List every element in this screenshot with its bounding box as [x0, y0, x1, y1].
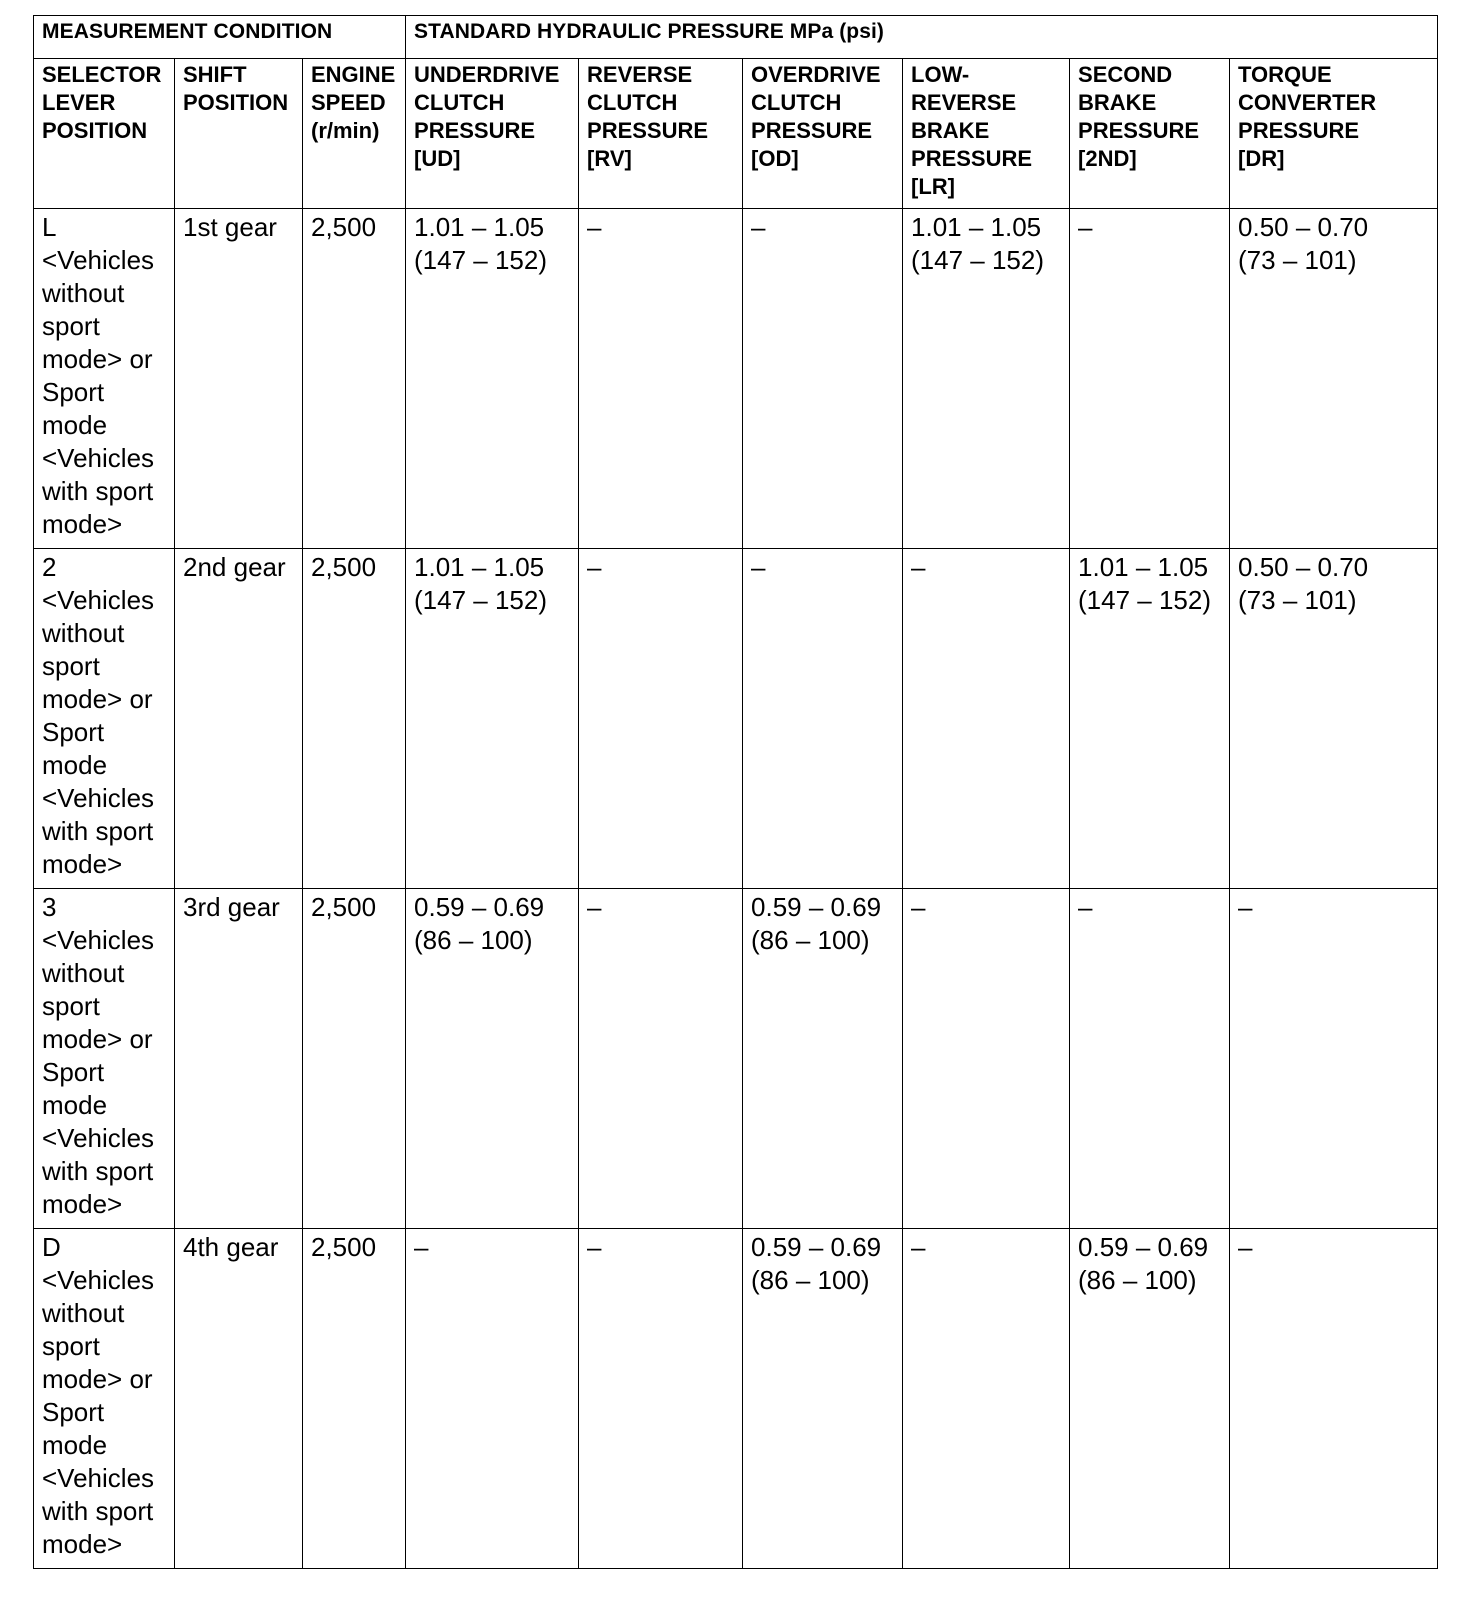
header-line: [LR]: [911, 174, 955, 199]
cell-line: –: [1238, 1232, 1253, 1262]
cell-line: without: [42, 278, 125, 308]
header-line: PRESSURE: [751, 118, 873, 143]
header-line: PRESSURE: [414, 118, 536, 143]
cell-line: 0.50 – 0.70: [1238, 552, 1369, 582]
cell-line: –: [911, 1232, 926, 1262]
cell-line: mode>: [42, 1189, 123, 1219]
cell-line: Sport: [42, 1397, 105, 1427]
engine-speed-cell: [303, 549, 406, 889]
cell-line: <Vehicles: [42, 783, 155, 813]
cell-line: D: [42, 1232, 61, 1262]
cell-line: mode>: [42, 1529, 123, 1559]
selector-lever-position-cell: [34, 549, 175, 889]
cell-line: mode: [42, 1090, 108, 1120]
engine-speed-cell: [303, 209, 406, 549]
header-line: ENGINE: [311, 62, 396, 87]
header-line: SELECTOR: [42, 62, 162, 87]
header-line: PRESSURE: [1238, 118, 1360, 143]
shift-position-cell: [175, 1229, 303, 1569]
second-brake-pressure-cell: [1070, 889, 1230, 1229]
header-line: (r/min): [311, 118, 380, 143]
cell-line: –: [1078, 892, 1093, 922]
table-row: [34, 889, 1438, 1229]
cell-line: –: [587, 552, 602, 582]
cell-line: (147 – 152): [1078, 585, 1211, 615]
cell-line: (86 – 100): [1078, 1265, 1197, 1295]
cell-line: without: [42, 618, 125, 648]
header-line: PRESSURE: [587, 118, 709, 143]
engine-speed-cell: [303, 1229, 406, 1569]
overdrive-pressure-cell: [743, 889, 903, 1229]
cell-line: 0.59 – 0.69: [751, 892, 882, 922]
cell-line: mode> or: [42, 344, 153, 374]
cell-text: 2,500: [311, 1232, 377, 1262]
header-line: POSITION: [42, 118, 148, 143]
header-line: BRAKE: [1078, 90, 1157, 115]
header-line: CONVERTER: [1238, 90, 1377, 115]
cell-line: mode> or: [42, 1364, 153, 1394]
header-line: BRAKE: [911, 118, 990, 143]
overdrive-pressure-cell: [743, 549, 903, 889]
cell-line: <Vehicles: [42, 1265, 155, 1295]
cell-line: <Vehicles: [42, 1463, 155, 1493]
overdrive-clutch-pressure-header: [743, 59, 903, 209]
cell-line: –: [587, 212, 602, 242]
selector-lever-position-header: [34, 59, 175, 209]
shift-position-header: [175, 59, 303, 209]
cell-line: –: [911, 552, 926, 582]
header-line: [OD]: [751, 146, 799, 171]
torque-converter-pressure-cell: [1230, 889, 1438, 1229]
cell-line: –: [587, 892, 602, 922]
cell-line: 1.01 – 1.05: [911, 212, 1042, 242]
engine-speed-header: [303, 59, 406, 209]
header-line: TORQUE: [1238, 62, 1332, 87]
cell-line: Sport: [42, 717, 105, 747]
header-line: [DR]: [1238, 146, 1285, 171]
torque-converter-pressure-cell: [1230, 1229, 1438, 1569]
selector-lever-position-cell: [34, 209, 175, 549]
header-line: UNDERDRIVE: [414, 62, 560, 87]
cell-line: 2: [42, 552, 57, 582]
torque-converter-pressure-header: [1230, 59, 1438, 209]
cell-line: 0.59 – 0.69: [751, 1232, 882, 1262]
header-line: [RV]: [587, 146, 632, 171]
header-line: PRESSURE: [1078, 118, 1200, 143]
low-reverse-pressure-cell: [903, 209, 1070, 549]
selector-lever-position-cell: [34, 1229, 175, 1569]
header-line: POSITION: [183, 90, 289, 115]
cell-line: (86 – 100): [751, 1265, 870, 1295]
cell-line: 1.01 – 1.05: [414, 212, 545, 242]
table-row: [34, 209, 1438, 549]
cell-line: (73 – 101): [1238, 245, 1357, 275]
cell-line: Sport: [42, 377, 105, 407]
low-reverse-pressure-cell: [903, 889, 1070, 1229]
cell-line: with sport: [42, 816, 154, 846]
cell-line: Sport: [42, 1057, 105, 1087]
cell-line: 0.50 – 0.70: [1238, 212, 1369, 242]
reverse-pressure-cell: [579, 549, 743, 889]
cell-line: mode> or: [42, 1024, 153, 1054]
table-row: [34, 1229, 1438, 1569]
header-line: LOW-: [911, 62, 970, 87]
underdrive-pressure-cell: [406, 549, 579, 889]
shift-position-cell: [175, 209, 303, 549]
cell-line: without: [42, 958, 125, 988]
cell-line: (86 – 100): [414, 925, 533, 955]
cell-line: mode>: [42, 849, 123, 879]
cell-line: sport: [42, 651, 100, 681]
header-line: CLUTCH: [587, 90, 678, 115]
document-page: [33, 15, 1438, 1569]
cell-line: mode: [42, 750, 108, 780]
header-line: SPEED: [311, 90, 386, 115]
header-line: REVERSE: [911, 90, 1017, 115]
cell-line: 3: [42, 892, 57, 922]
cell-text: 2,500: [311, 892, 377, 922]
hydraulic-pressure-table: [33, 15, 1438, 1569]
cell-line: (147 – 152): [414, 245, 547, 275]
cell-line: <Vehicles: [42, 245, 155, 275]
header-line: CLUTCH: [414, 90, 505, 115]
engine-speed-cell: [303, 889, 406, 1229]
standard-pressure-header: STANDARD HYDRAULIC PRESSURE MPa (psi): [406, 16, 1438, 59]
cell-line: 1.01 – 1.05: [1078, 552, 1209, 582]
low-reverse-brake-pressure-header: [903, 59, 1070, 209]
selector-lever-position-cell: [34, 889, 175, 1229]
cell-line: (147 – 152): [414, 585, 547, 615]
cell-line: 0.59 – 0.69: [414, 892, 545, 922]
cell-line: with sport: [42, 1496, 154, 1526]
cell-line: –: [1238, 892, 1253, 922]
header-line: LEVER: [42, 90, 116, 115]
shift-position-cell: [175, 889, 303, 1229]
cell-line: –: [751, 552, 766, 582]
cell-line: sport: [42, 1331, 100, 1361]
cell-text: 2,500: [311, 552, 377, 582]
header-line: SECOND: [1078, 62, 1173, 87]
cell-text: 2,500: [311, 212, 377, 242]
reverse-pressure-cell: [579, 1229, 743, 1569]
cell-line: with sport: [42, 1156, 154, 1186]
underdrive-pressure-cell: [406, 1229, 579, 1569]
cell-line: –: [911, 892, 926, 922]
cell-line: L: [42, 212, 57, 242]
group-header-row: [34, 16, 1438, 59]
cell-line: mode>: [42, 509, 123, 539]
cell-text: 4th gear: [183, 1232, 279, 1262]
reverse-pressure-cell: [579, 889, 743, 1229]
measurement-condition-header: MEASUREMENT CONDITION: [34, 16, 406, 59]
header-line: [2ND]: [1078, 146, 1137, 171]
header-line: CLUTCH: [751, 90, 842, 115]
overdrive-pressure-cell: [743, 1229, 903, 1569]
overdrive-pressure-cell: [743, 209, 903, 549]
header-line: SHIFT: [183, 62, 247, 87]
cell-line: mode: [42, 410, 108, 440]
second-brake-pressure-header: [1070, 59, 1230, 209]
cell-line: mode> or: [42, 684, 153, 714]
table-row: [34, 549, 1438, 889]
second-brake-pressure-cell: [1070, 209, 1230, 549]
torque-converter-pressure-cell: [1230, 549, 1438, 889]
low-reverse-pressure-cell: [903, 1229, 1070, 1569]
cell-line: –: [751, 212, 766, 242]
header-line: PRESSURE: [911, 146, 1033, 171]
header-line: [UD]: [414, 146, 461, 171]
cell-text: 3rd gear: [183, 892, 280, 922]
cell-line: (73 – 101): [1238, 585, 1357, 615]
cell-line: <Vehicles: [42, 443, 155, 473]
cell-line: –: [1078, 212, 1093, 242]
header-line: OVERDRIVE: [751, 62, 881, 87]
cell-line: with sport: [42, 476, 154, 506]
shift-position-cell: [175, 549, 303, 889]
second-brake-pressure-cell: [1070, 1229, 1230, 1569]
column-header-row: [34, 59, 1438, 209]
cell-line: (147 – 152): [911, 245, 1044, 275]
header-line: REVERSE: [587, 62, 693, 87]
cell-line: –: [587, 1232, 602, 1262]
cell-line: sport: [42, 991, 100, 1021]
cell-text: 1st gear: [183, 212, 277, 242]
cell-line: (86 – 100): [751, 925, 870, 955]
cell-line: mode: [42, 1430, 108, 1460]
cell-line: <Vehicles: [42, 925, 155, 955]
second-brake-pressure-cell: [1070, 549, 1230, 889]
low-reverse-pressure-cell: [903, 549, 1070, 889]
underdrive-pressure-cell: [406, 209, 579, 549]
underdrive-clutch-pressure-header: [406, 59, 579, 209]
cell-line: –: [414, 1232, 429, 1262]
reverse-pressure-cell: [579, 209, 743, 549]
torque-converter-pressure-cell: [1230, 209, 1438, 549]
cell-line: without: [42, 1298, 125, 1328]
underdrive-pressure-cell: [406, 889, 579, 1229]
cell-line: sport: [42, 311, 100, 341]
cell-line: 1.01 – 1.05: [414, 552, 545, 582]
cell-line: <Vehicles: [42, 585, 155, 615]
cell-line: 0.59 – 0.69: [1078, 1232, 1209, 1262]
cell-line: <Vehicles: [42, 1123, 155, 1153]
reverse-clutch-pressure-header: [579, 59, 743, 209]
cell-text: 2nd gear: [183, 552, 286, 582]
